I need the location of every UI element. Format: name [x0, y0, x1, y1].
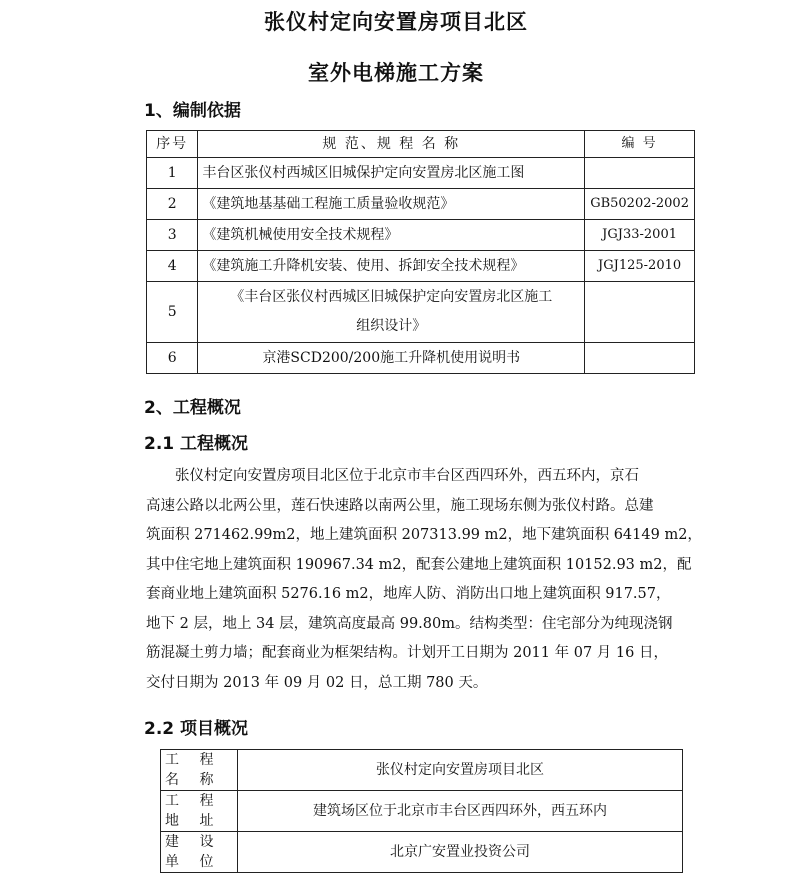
row-name: 《建筑机械使用安全技术规程》 [198, 220, 585, 251]
row-name: 京港SCD200/200施工升降机使用说明书 [198, 343, 585, 374]
row-code: JGJ33-2001 [585, 220, 695, 251]
table-row [147, 343, 695, 374]
table-row [147, 251, 695, 282]
header-code: 编 号 [585, 131, 695, 158]
row-name-line2: 组织设计》 [356, 318, 427, 334]
section-heading-basis: 1、编制依据 [144, 101, 241, 121]
paragraph-line: 套商业地上建筑面积 5276.16 m2，地库人防、消防出口地上建筑面积 917.57， [146, 586, 671, 602]
header-name: 规 范、规 程 名 称 [198, 131, 585, 158]
row-value: 建筑场区位于北京市丰台区西四环外，西五环内 [238, 791, 683, 832]
row-no: 1 [147, 158, 198, 189]
row-name: 《建筑施工升降机安装、使用、拆卸安全技术规程》 [198, 251, 585, 282]
row-name-line1: 《丰台区张仪村西城区旧城保护定向安置房北区施工 [230, 289, 553, 305]
row-label: 建 设 单 位 [161, 832, 238, 873]
row-no: 2 [147, 189, 198, 220]
paragraph-line: 高速公路以北两公里，莲石快速路以南两公里，施工现场东侧为张仪村路。总建 [146, 497, 654, 514]
row-name: 《建筑地基基础工程施工质量验收规范》 [198, 189, 585, 220]
basis-table [146, 130, 695, 374]
row-name [198, 282, 585, 343]
table-row [147, 158, 695, 189]
subsection-heading-overview: 2.1 工程概况 [144, 434, 249, 454]
doc-title-line2: 室外电梯施工方案 [308, 61, 484, 85]
paragraph-line: 筑面积 271462.99m2，地上建筑面积 207313.99 m2，地下建筑面积 64149 m2， [146, 527, 702, 543]
paragraph-line: 筋混凝土剪力墙；配套商业为框架结构。计划开工日期为 2011 年 07 月 16 日， [146, 645, 668, 661]
row-no: 3 [147, 220, 198, 251]
row-no: 5 [147, 282, 198, 343]
table-row [147, 220, 695, 251]
paragraph-line: 交付日期为 2013 年 09 月 02 日，总工期 780 天。 [146, 674, 488, 691]
project-table [160, 749, 683, 873]
section-heading-overview: 2、工程概况 [144, 398, 241, 418]
table-row [161, 791, 683, 832]
row-no: 6 [147, 343, 198, 374]
row-code [585, 282, 695, 343]
table-header-row [147, 131, 695, 158]
row-code [585, 343, 695, 374]
row-code: GB50202-2002 [585, 189, 695, 220]
table-row [147, 282, 695, 343]
row-name: 丰台区张仪村西城区旧城保护定向安置房北区施工图 [198, 158, 585, 189]
row-label: 工 程 地 址 [161, 791, 238, 832]
row-value: 张仪村定向安置房项目北区 [238, 750, 683, 791]
doc-title-line1: 张仪村定向安置房项目北区 [264, 10, 528, 34]
table-row [147, 189, 695, 220]
subsection-heading-project: 2.2 项目概况 [144, 719, 249, 739]
row-code [585, 158, 695, 189]
row-value: 北京广安置业投资公司 [238, 832, 683, 873]
row-code: JGJ125-2010 [585, 251, 695, 282]
paragraph-line: 地下 2 层，地上 34 层，建筑高度最高 99.80m。结构类型：住宅部分为纯现浇钢 [146, 615, 673, 632]
row-label: 工 程 名 称 [161, 750, 238, 791]
header-no: 序号 [147, 131, 198, 158]
table-row [161, 750, 683, 791]
paragraph-line: 其中住宅地上建筑面积 190967.34 m2，配套公建地上建筑面积 10152.93 m2，配 [146, 556, 692, 573]
row-no: 4 [147, 251, 198, 282]
overview-paragraph [146, 462, 702, 698]
table-row [161, 832, 683, 873]
paragraph-line: 张仪村定向安置房项目北区位于北京市丰台区西四环外，西五环内，京石 [175, 468, 639, 484]
